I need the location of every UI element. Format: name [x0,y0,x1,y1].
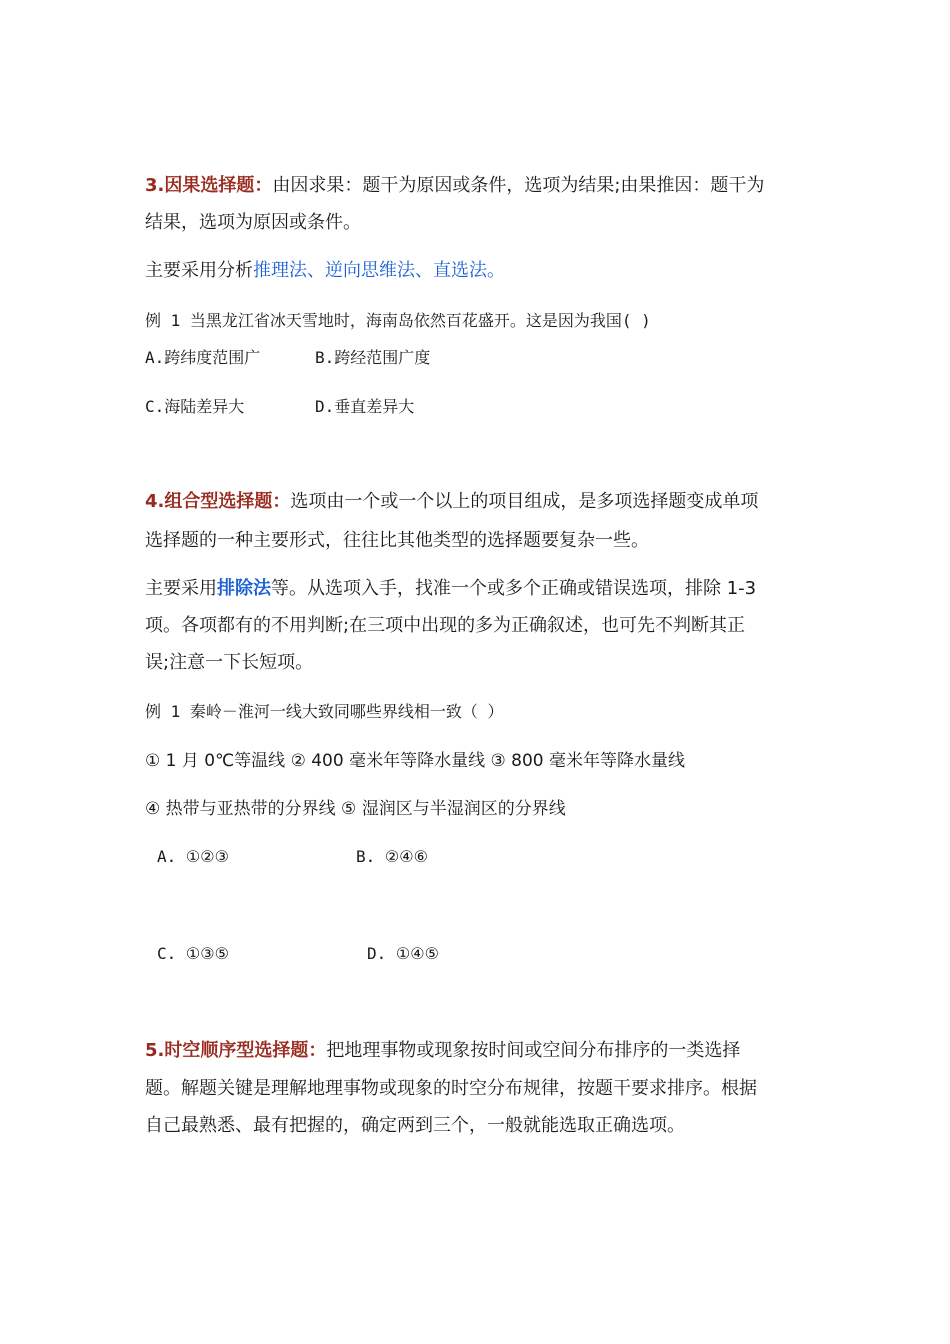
section4-method [145,577,756,601]
section4-line2: 选择题的一种主要形式，往往比其他类型的选择题要复杂一些。 [145,530,649,551]
section5-line1-text: 把地理事物或现象按时间或空间分布排序的一类选择 [326,1040,741,1061]
section5-line2: 题。解题关键是理解地理事物或现象的时空分布规律，按题干要求排序。根据 [145,1078,757,1099]
section3-option-b: B.跨经范围广度 [315,348,431,367]
section3-method [145,259,505,283]
section3-heading: 3.因果选择题： [145,175,273,196]
section4-method-rest: 等。从选项入手，找准一个或多个正确或错误选项，排除 1-3 [271,578,757,599]
section3-line1-text: 由因求果：题干为原因或条件，选项为结果;由果推因：题干为 [272,175,765,196]
section5-line1 [145,1039,740,1063]
section4-option-d: D. ①④⑤ [367,944,439,963]
section5-heading: 5.时空顺序型选择题： [145,1040,327,1061]
section4-line1 [145,490,758,514]
section4-option-b: B. ②④⑥ [356,847,428,866]
section4-example-question: 例 1 秦岭－淮河一线大致同哪些界线相一致（ ） [145,702,504,721]
section4-method-line2: 项。各项都有的不用判断;在三项中出现的多为正确叙述，也可先不判断其正 [145,615,746,636]
section4-option-c: C. ①③⑤ [157,944,229,963]
section4-option-a: A. ①②③ [157,847,229,866]
section3-method-highlight: 推理法、逆向思维法、直选法。 [253,260,505,281]
section3-option-d: D.垂直差异大 [315,397,415,416]
section3-method-prefix: 主要采用分析 [145,260,253,281]
section3-option-a: A.跨纬度范围广 [145,348,261,367]
section5-line3: 自己最熟悉、最有把握的，确定两到三个，一般就能选取正确选项。 [145,1115,685,1136]
section4-items-line2: ④ 热带与亚热带的分界线 ⑤ 湿润区与半湿润区的分界线 [145,799,566,819]
section4-heading: 4.组合型选择题： [145,491,291,512]
section4-method-highlight: 排除法 [217,578,271,599]
section4-line1-text: 选项由一个或一个以上的项目组成，是多项选择题变成单项 [290,491,759,512]
section3-line1 [145,174,764,198]
section4-items-line1: ① 1 月 0℃等温线 ② 400 毫米年等降水量线 ③ 800 毫米年等降水量线 [145,751,685,771]
section3-option-c: C.海陆差异大 [145,397,245,416]
section3-example-question: 例 1 当黑龙江省冰天雪地时，海南岛依然百花盛开。这是因为我国( ) [145,311,651,330]
section4-method-line3: 误;注意一下长短项。 [145,652,314,673]
section4-method-prefix: 主要采用 [145,578,217,599]
section3-line2: 结果，选项为原因或条件。 [145,212,361,233]
